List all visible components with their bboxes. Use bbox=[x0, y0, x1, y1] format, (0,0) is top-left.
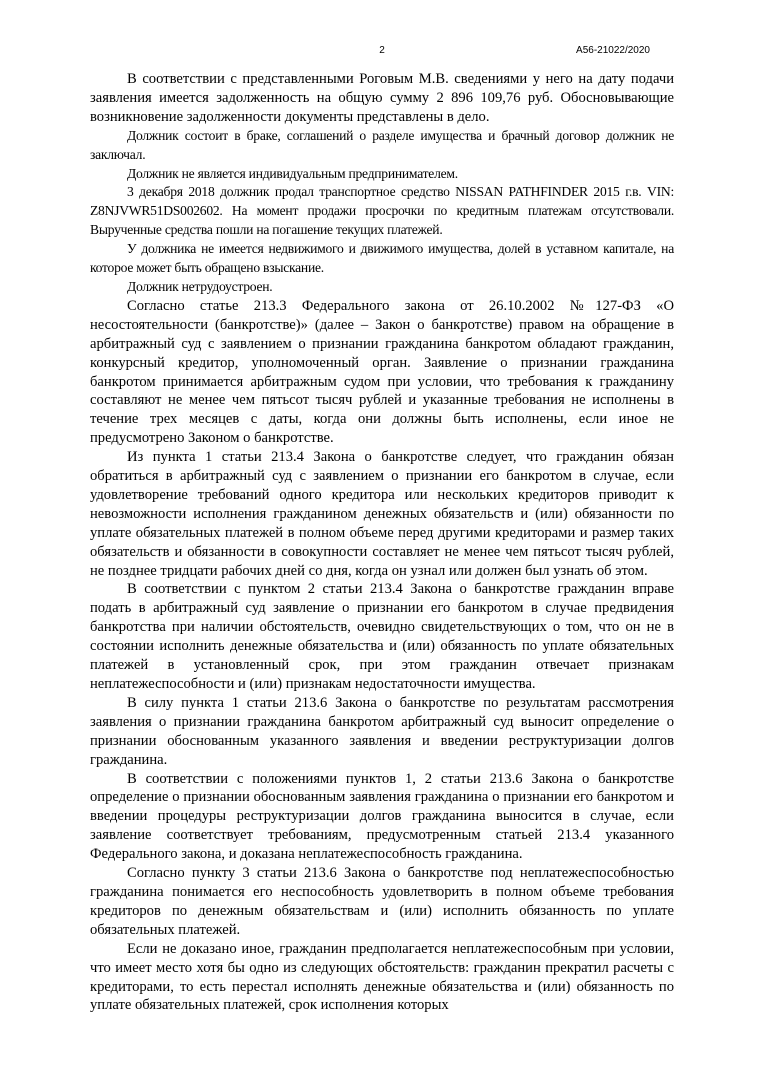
paragraph-unemployed: Должник нетрудоустроен. bbox=[127, 278, 273, 294]
paragraph-entrepreneur: Должник не является индивидуальным предпринимателем. bbox=[127, 165, 458, 181]
paragraph-article-213-4-p2: В соответствии с пунктом 2 статьи 213.4 Закона о банкротстве гражданин вправе подать в арбитражный суд заявление о признании его банкротом в случае предвидения банкротства при наличии обстоятельств, очевидно свидетельствующих о том, что он не в состоянии исполнить денежные обязательства и (или) обязанность по уплате обязательных платежей в установленный срок, при этом гражданин отвечает признакам неплатежеспособности и (или) признакам недостаточности имущества. bbox=[90, 581, 674, 692]
paragraph-article-213-6-p1: В силу пункта 1 статьи 213.6 Закона о банкротстве по результатам рассмотрения заявления о признании гражданина банкротом арбитражный суд выносит определение о признании обоснованным указанного заявления и введении реструктуризации долгов гражданина. bbox=[90, 694, 674, 768]
paragraph-article-213-3: Согласно статье 213.3 Федерального закона от 26.10.2002 №127-ФЗ «О несостоятельности (банкротстве)» (далее – Закон о банкротстве) правом на обращение в арбитражный суд с заявлением о признании гражданина банкротом обладают гражданин, конкурсный кредитор, уполномоченный орган. Заявление о признании гражданина банкротом принимается арбитражным судом при условии, что требования к гражданину составляют не менее чем пятьсот тысяч рублей и указанные требования не исполнены в течение трех месяцев с даты, когда они должны быть исполнены, если иное не предусмотрено Законом о банкротстве. bbox=[90, 297, 674, 447]
document-body bbox=[90, 70, 674, 1015]
paragraph-vehicle-sale: 3 декабря 2018 должник продал транспортное средство NISSAN PATHFINDER 2015 г.в. VIN: Z8NJVWR51DS002602. На момент продажи просрочки по кредитным платежам отсутствовали. Вырученные средства пошли на погашение текущих платежей. bbox=[90, 184, 674, 238]
page-number: 2 bbox=[379, 45, 385, 56]
paragraph-article-213-6-p3: Согласно пункту 3 статьи 213.6 Закона о банкротстве под неплатежеспособностью гражданина понимается его неспособность удовлетворить в полном объеме требования кредиторов по денежным обязательствам и (или) исполнить обязанность по уплате обязательных платежей. bbox=[90, 865, 674, 938]
paragraph-property: У должника не имеется недвижимого и движимого имущества, долей в уставном капитале, на которое может быть обращено взыскание. bbox=[90, 241, 674, 276]
paragraph-article-213-4-p1: Из пункта 1 статьи 213.4 Закона о банкротстве следует, что гражданин обязан обратиться в арбитражный суд с заявлением о признании его банкротом в случае, если удовлетворение требований одного кредитора или нескольких кредиторов приводит к невозможности исполнения гражданином денежных обязательств и (или) обязанности по уплате обязательных платежей в полном объеме перед другими кредиторами и размер таких обязательств и обязанности в совокупности составляет не менее чем пятьсот тысяч рублей, не позднее тридцати рабочих дней со дня, когда он узнал или должен был узнать об этом. bbox=[90, 449, 674, 579]
case-number: А56-21022/2020 bbox=[576, 45, 650, 56]
paragraph-insolvency-presumption: Если не доказано иное, гражданин предполагается неплатежеспособным при условии, что имеет место хотя бы одно из следующих обстоятельств: гражданин прекратил расчеты с кредиторами, то есть перестал исполнять денежные обязательства и (или) обязанность по уплате обязательных платежей, срок исполнения которых bbox=[90, 940, 674, 1014]
paragraph-debt: В соответствии с представленными Роговым М.В. сведениями у него на дату подачи заявления имеется задолженность на общую сумму 2 896 109,76 руб. Обосновывающие возникновение задолженности документы представлены в дело. bbox=[90, 71, 674, 125]
paragraph-article-213-6-p1-2: В соответствии с положениями пунктов 1, 2 статьи 213.6 Закона о банкротстве определение о признании обоснованным заявления гражданина о признании его банкротом и введении процедуры реструктуризации долгов гражданина выносится в случае, если заявление соответствует требованиям, предусмотренным статьей 213.4 указанного Федерального закона, и доказана неплатежеспособность гражданина. bbox=[90, 770, 674, 863]
paragraph-marriage: Должник состоит в браке, соглашений о разделе имущества и брачный договор должник не заключал. bbox=[90, 127, 674, 162]
